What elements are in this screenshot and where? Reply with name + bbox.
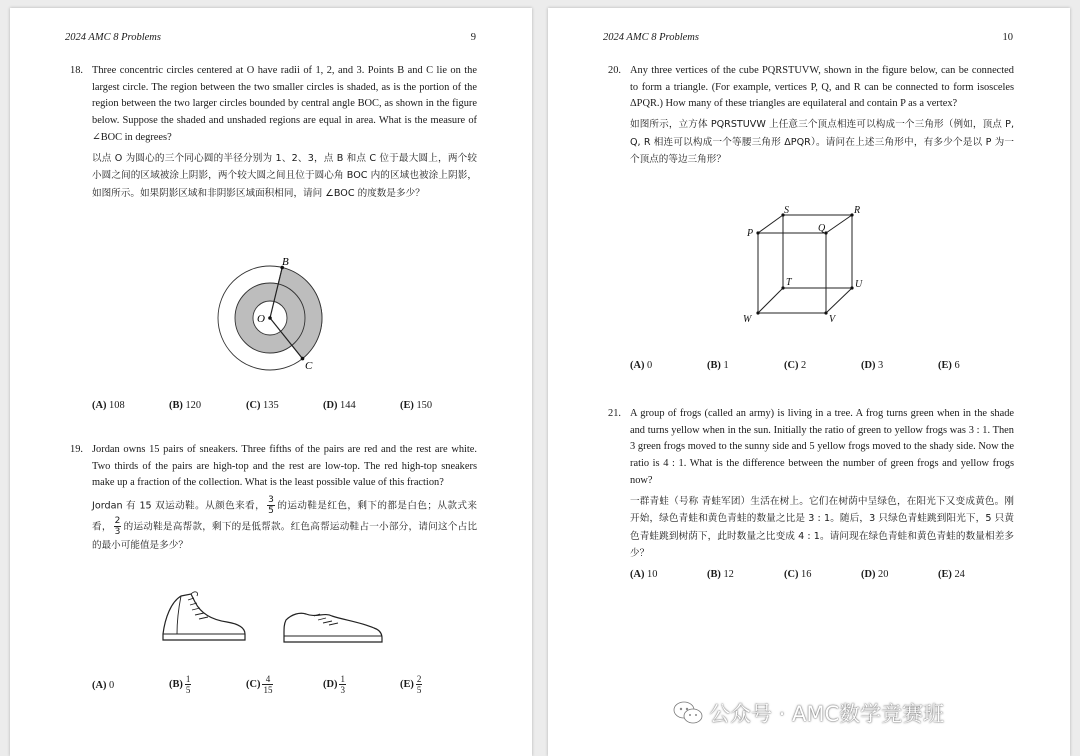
choice-c[interactable]: (C) 2 xyxy=(784,360,807,371)
choice-a[interactable]: (A) 108 xyxy=(92,400,125,411)
page-10 xyxy=(548,8,1070,756)
label-T: T xyxy=(786,277,792,288)
choice-c[interactable]: (C) $\frac{4}{15}$ xyxy=(246,674,273,695)
wechat-icon xyxy=(673,700,703,726)
label-Q: Q xyxy=(818,223,826,234)
problem-number: 18. xyxy=(70,65,83,76)
label-O: O xyxy=(257,313,265,325)
page-number: 10 xyxy=(1002,32,1013,43)
problem-number: 19. xyxy=(70,444,83,455)
choice-c[interactable]: (C) 16 xyxy=(784,569,812,580)
problem-18 xyxy=(70,63,477,202)
problem-text-cn: 以点 O 为圆心的三个同心圆的半径分别为 1、2、3，点 B 和点 C 位于最大圆上，两个较小圆之间的区域被涂上阴影，两个较大圆之间且位于圆心角 BOC 内的区域也被涂上阴影，如图所示。如果阴影区域和非阴影区域面积相同，请问 ∠BOC 的度数是多少？ xyxy=(92,152,477,199)
label-V: V xyxy=(829,314,836,325)
choice-b[interactable]: (B) 1 xyxy=(707,360,729,371)
problem-20 xyxy=(608,63,1014,169)
concentric-circles-figure xyxy=(210,248,340,378)
choice-a[interactable]: (A) 10 xyxy=(630,569,658,580)
problem-19 xyxy=(70,442,478,555)
label-R: R xyxy=(854,205,861,216)
label-B: B xyxy=(282,256,289,268)
fraction-three-fifths: $\frac{3}{5}$ xyxy=(268,495,274,517)
problem-text-en: Any three vertices of the cube PQRSTUVW, shown in the figure below, can be connected to form a triangle. (For example, vertices P, Q, and R can be connected to form isosceles ΔPQR.) How many of these triangles are equilateral and contain P as a vertex? xyxy=(630,65,1014,110)
label-P: P xyxy=(747,228,754,239)
cube-figure xyxy=(738,203,873,328)
problem-text-en: A group of frogs (called an army) is living in a tree. A frog turns green when in the shade and turns yellow when in the sun. Initially the ratio of green to yellow frogs was 3 : 1. Then 3 green frogs moved to the sunny side and 5 yellow frogs moved to the shady side. Now the ratio is 4 : 1. What is the difference between the number of green frogs and yellow frogs now? xyxy=(630,408,1014,486)
choice-e[interactable]: (E) 6 xyxy=(938,360,960,371)
fraction-two-thirds: $\frac{2}{3}$ xyxy=(114,516,121,538)
problem-text-cn: 如图所示，立方体 PQRSTUVW 上任意三个顶点相连可以构成一个三角形（例如，顶点 P, Q, R 相连可以构成一个等腰三角形 ΔPQR）。请问在上述三角形中，有多少个是以 P 为一个顶点的等边三角形？ xyxy=(630,119,1014,166)
page-number: 9 xyxy=(470,32,476,43)
choice-e[interactable]: (E) 150 xyxy=(400,400,433,411)
choice-d[interactable]: (D) 3 xyxy=(861,360,884,371)
page-header-title: 2024 AMC 8 Problems xyxy=(65,32,161,43)
choice-b[interactable]: (B) 120 xyxy=(169,400,202,411)
problem-number: 20. xyxy=(608,65,621,76)
label-S: S xyxy=(784,205,789,216)
page-header-title: 2024 AMC 8 Problems xyxy=(603,32,699,43)
label-U: U xyxy=(855,279,863,290)
choice-a[interactable]: (A) 0 xyxy=(92,680,115,691)
choice-d[interactable]: (D) $\frac{1}{3}$ xyxy=(323,674,345,695)
choice-a[interactable]: (A) 0 xyxy=(630,360,653,371)
problem-text-en: Jordan owns 15 pairs of sneakers. Three fifths of the pairs are red and the rest are white. Two thirds of the pairs are high-top and the rest are low-top. The red high-top sneakers make up a fraction of the collection. What is the least possible value of this fraction? xyxy=(92,444,477,489)
problem-number: 21. xyxy=(608,408,621,419)
label-C: C xyxy=(305,360,313,372)
choice-d[interactable]: (D) 20 xyxy=(861,569,889,580)
choice-d[interactable]: (D) 144 xyxy=(323,400,356,411)
choice-e[interactable]: (E) $\frac{2}{5}$ xyxy=(400,674,422,695)
low-top-sneaker-icon xyxy=(278,600,388,650)
watermark xyxy=(673,698,944,728)
choice-e[interactable]: (E) 24 xyxy=(938,569,965,580)
choice-c[interactable]: (C) 135 xyxy=(246,400,279,411)
problem-text-cn: Jordan 有 15 双运动鞋。从颜色来看， $\frac{3}{5}$ 的运动鞋是红色，剩下的都是白色；从款式来看， $\frac{2}{3}$ 的运动鞋是高帮款，剩下的是低帮款。红色高帮运动鞋占一小部分，请问这个占比的最小可能值是多少？ xyxy=(92,495,478,552)
problem-text-en: Three concentric circles centered at O have radii of 1, 2, and 3. Points B and C lie on the largest circle. The region between the two smaller circles is shaded, as is the portion of the region between the two larger circles bounded by central angle BOC, as shown in the figure below. Suppose the shaded and unshaded regions are equal in area. What is the measure of ∠BOC in degrees? xyxy=(92,65,477,143)
page-9 xyxy=(10,8,532,756)
high-top-sneaker-icon xyxy=(155,588,255,648)
problem-21 xyxy=(608,406,1014,563)
choice-b[interactable]: (B) $\frac{1}{5}$ xyxy=(169,674,191,695)
problem-text-cn: 一群青蛙（号称 青蛙军团）生活在树上。它们在树荫中呈绿色，在阳光下又变成黄色。刚开始，绿色青蛙和黄色青蛙的数量之比是 3 : 1。随后，3 只绿色青蛙跳到阳光下，5 只黄色青蛙跳到树荫下，此时数量之比变成 4 : 1。请问现在绿色青蛙和黄色青蛙的数量相差多少？ xyxy=(630,495,1014,560)
watermark-text: 公众号 · AMC数学竞赛班 xyxy=(709,702,945,726)
choice-b[interactable]: (B) 12 xyxy=(707,569,734,580)
label-W: W xyxy=(743,314,752,325)
